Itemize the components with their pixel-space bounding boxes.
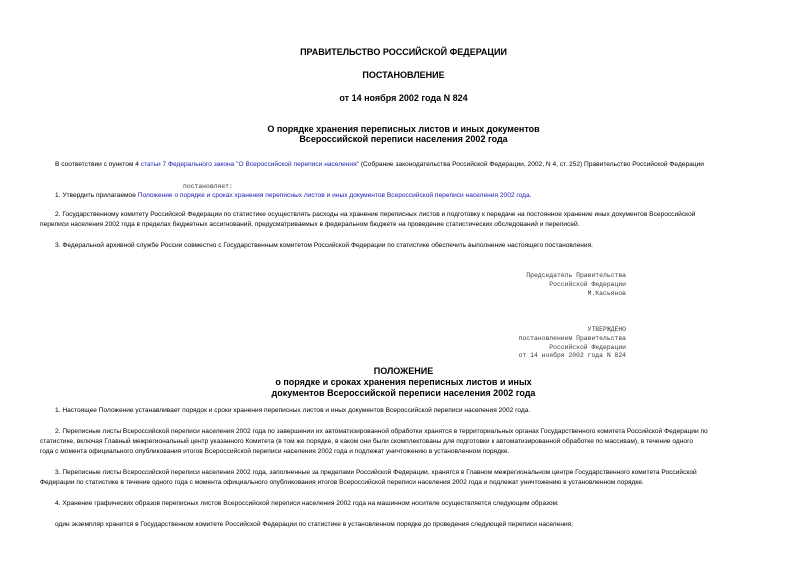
regulation-paragraph-2-line2: статистике, включая Главный межрегиональный центр указанного Комитета (в том же порядке, в каком они были скомплектованы для подготовки к автоматизированной обработке по массивам), в течение одного [40, 438, 694, 445]
regulation-paragraph-4: 4. Хранение графических образов переписных листов Всероссийской переписи населения 2002 года на машинном носителе осуществляется следующим образом: [55, 500, 559, 507]
approval-block [519, 326, 626, 361]
decree-word: постановляет: [183, 183, 233, 190]
document-date-number: от 14 ноября 2002 года N 824 [339, 93, 468, 103]
signature-name: М.Касьянов [587, 289, 626, 297]
signature-country: Российской Федерации [549, 280, 626, 288]
regulation-paragraph-2-line3: года с момента официального опубликования итогов Всероссийской переписи населения 2002 года и подлежат уничтожению в установленном порядке. [40, 448, 510, 455]
approval-country: Российской Федерации [549, 343, 626, 351]
regulation-subtitle-line2: документов Всероссийской переписи населения 2002 года [271, 388, 536, 398]
regulation-subtitle-line1: о порядке и сроках хранения переписных листов и иных [275, 377, 532, 387]
item-2-line2: переписи населения 2002 года в пределах бюджетных ассигнований, предусматриваемых в федеральном бюджете на проведение статистических обследований и переписей. [40, 221, 580, 228]
item-2-line1: 2. Государственному комитету Российской Федерации по статистике осуществлять расходы на хранение переписных листов и подготовку к передаче на постоянное хранение иных документов Всероссийской [55, 211, 696, 218]
signature-title: Председатель Правительства [526, 272, 626, 279]
item-3: 3. Федеральной архивной службе России совместно с Государственным комитетом Российской Федерации по статистике обеспечить выполнение настоящего постановления. [55, 242, 593, 249]
federal-law-link[interactable]: статьи 7 Федерального закона "О Всероссийской переписи населения" [140, 161, 359, 168]
item-1-suffix: . [529, 192, 532, 199]
preamble [55, 160, 775, 170]
regulation-paragraph-5: один экземпляр хранится в Государственном комитете Российской Федерации по статистике в установленном порядке до проведения следующей переписи населения; [55, 521, 574, 528]
document-title-line1: О порядке хранения переписных листов и иных документов [267, 124, 540, 134]
regulation-paragraph-3-line1: 3. Переписные листы Всероссийской переписи населения 2002 года, заполненные за пределами Российской Федерации, хранятся в Главном межрегиональном центре Государственного комитета Российской [55, 469, 697, 476]
item-1-prefix: 1. Утвердить прилагаемое [55, 192, 138, 199]
regulation-link[interactable]: Положение о порядке и сроках хранения переписных листов и иных документов Всероссийской переписи населения 2002 года [137, 192, 530, 199]
preamble-prefix: В соответствии с пунктом 4 [55, 161, 141, 168]
regulation-paragraph-2-line1: 2. Переписные листы Всероссийской переписи населения 2002 года по завершении их автоматизированной обработки хранятся в территориальных органах Государственного комитета Российской Федерации по [55, 428, 708, 435]
government-heading: ПРАВИТЕЛЬСТВО РОССИЙСКОЙ ФЕДЕРАЦИИ [300, 47, 507, 57]
regulation-paragraph-1: 1. Настоящее Положение устанавливает порядок и сроки хранения переписных листов и иных документов Всероссийской переписи населения 2002 года. [55, 407, 531, 414]
preamble-suffix: (Собрание законодательства Российской Федерации, 2002, N 4, ст. 252) Правительство Российской Федерации [359, 161, 704, 168]
approval-date: от 14 ноября 2002 года N 824 [518, 352, 626, 360]
signature-block [526, 272, 626, 298]
document-type: ПОСТАНОВЛЕНИЕ [362, 70, 445, 80]
approval-word: УТВЕРЖДЕНО [587, 326, 626, 333]
regulation-title: ПОЛОЖЕНИЕ [373, 366, 434, 376]
item-1 [55, 191, 532, 201]
approval-by: постановлением Правительства [518, 334, 626, 342]
regulation-paragraph-3-line2: Федерации по статистике в течение одного года с момента официального опубликования итогов Всероссийской переписи населения 2002 года и подлежат уничтожению в установленном порядке. [40, 479, 644, 486]
document-title-line2: Всероссийской переписи населения 2002 года [299, 134, 508, 144]
